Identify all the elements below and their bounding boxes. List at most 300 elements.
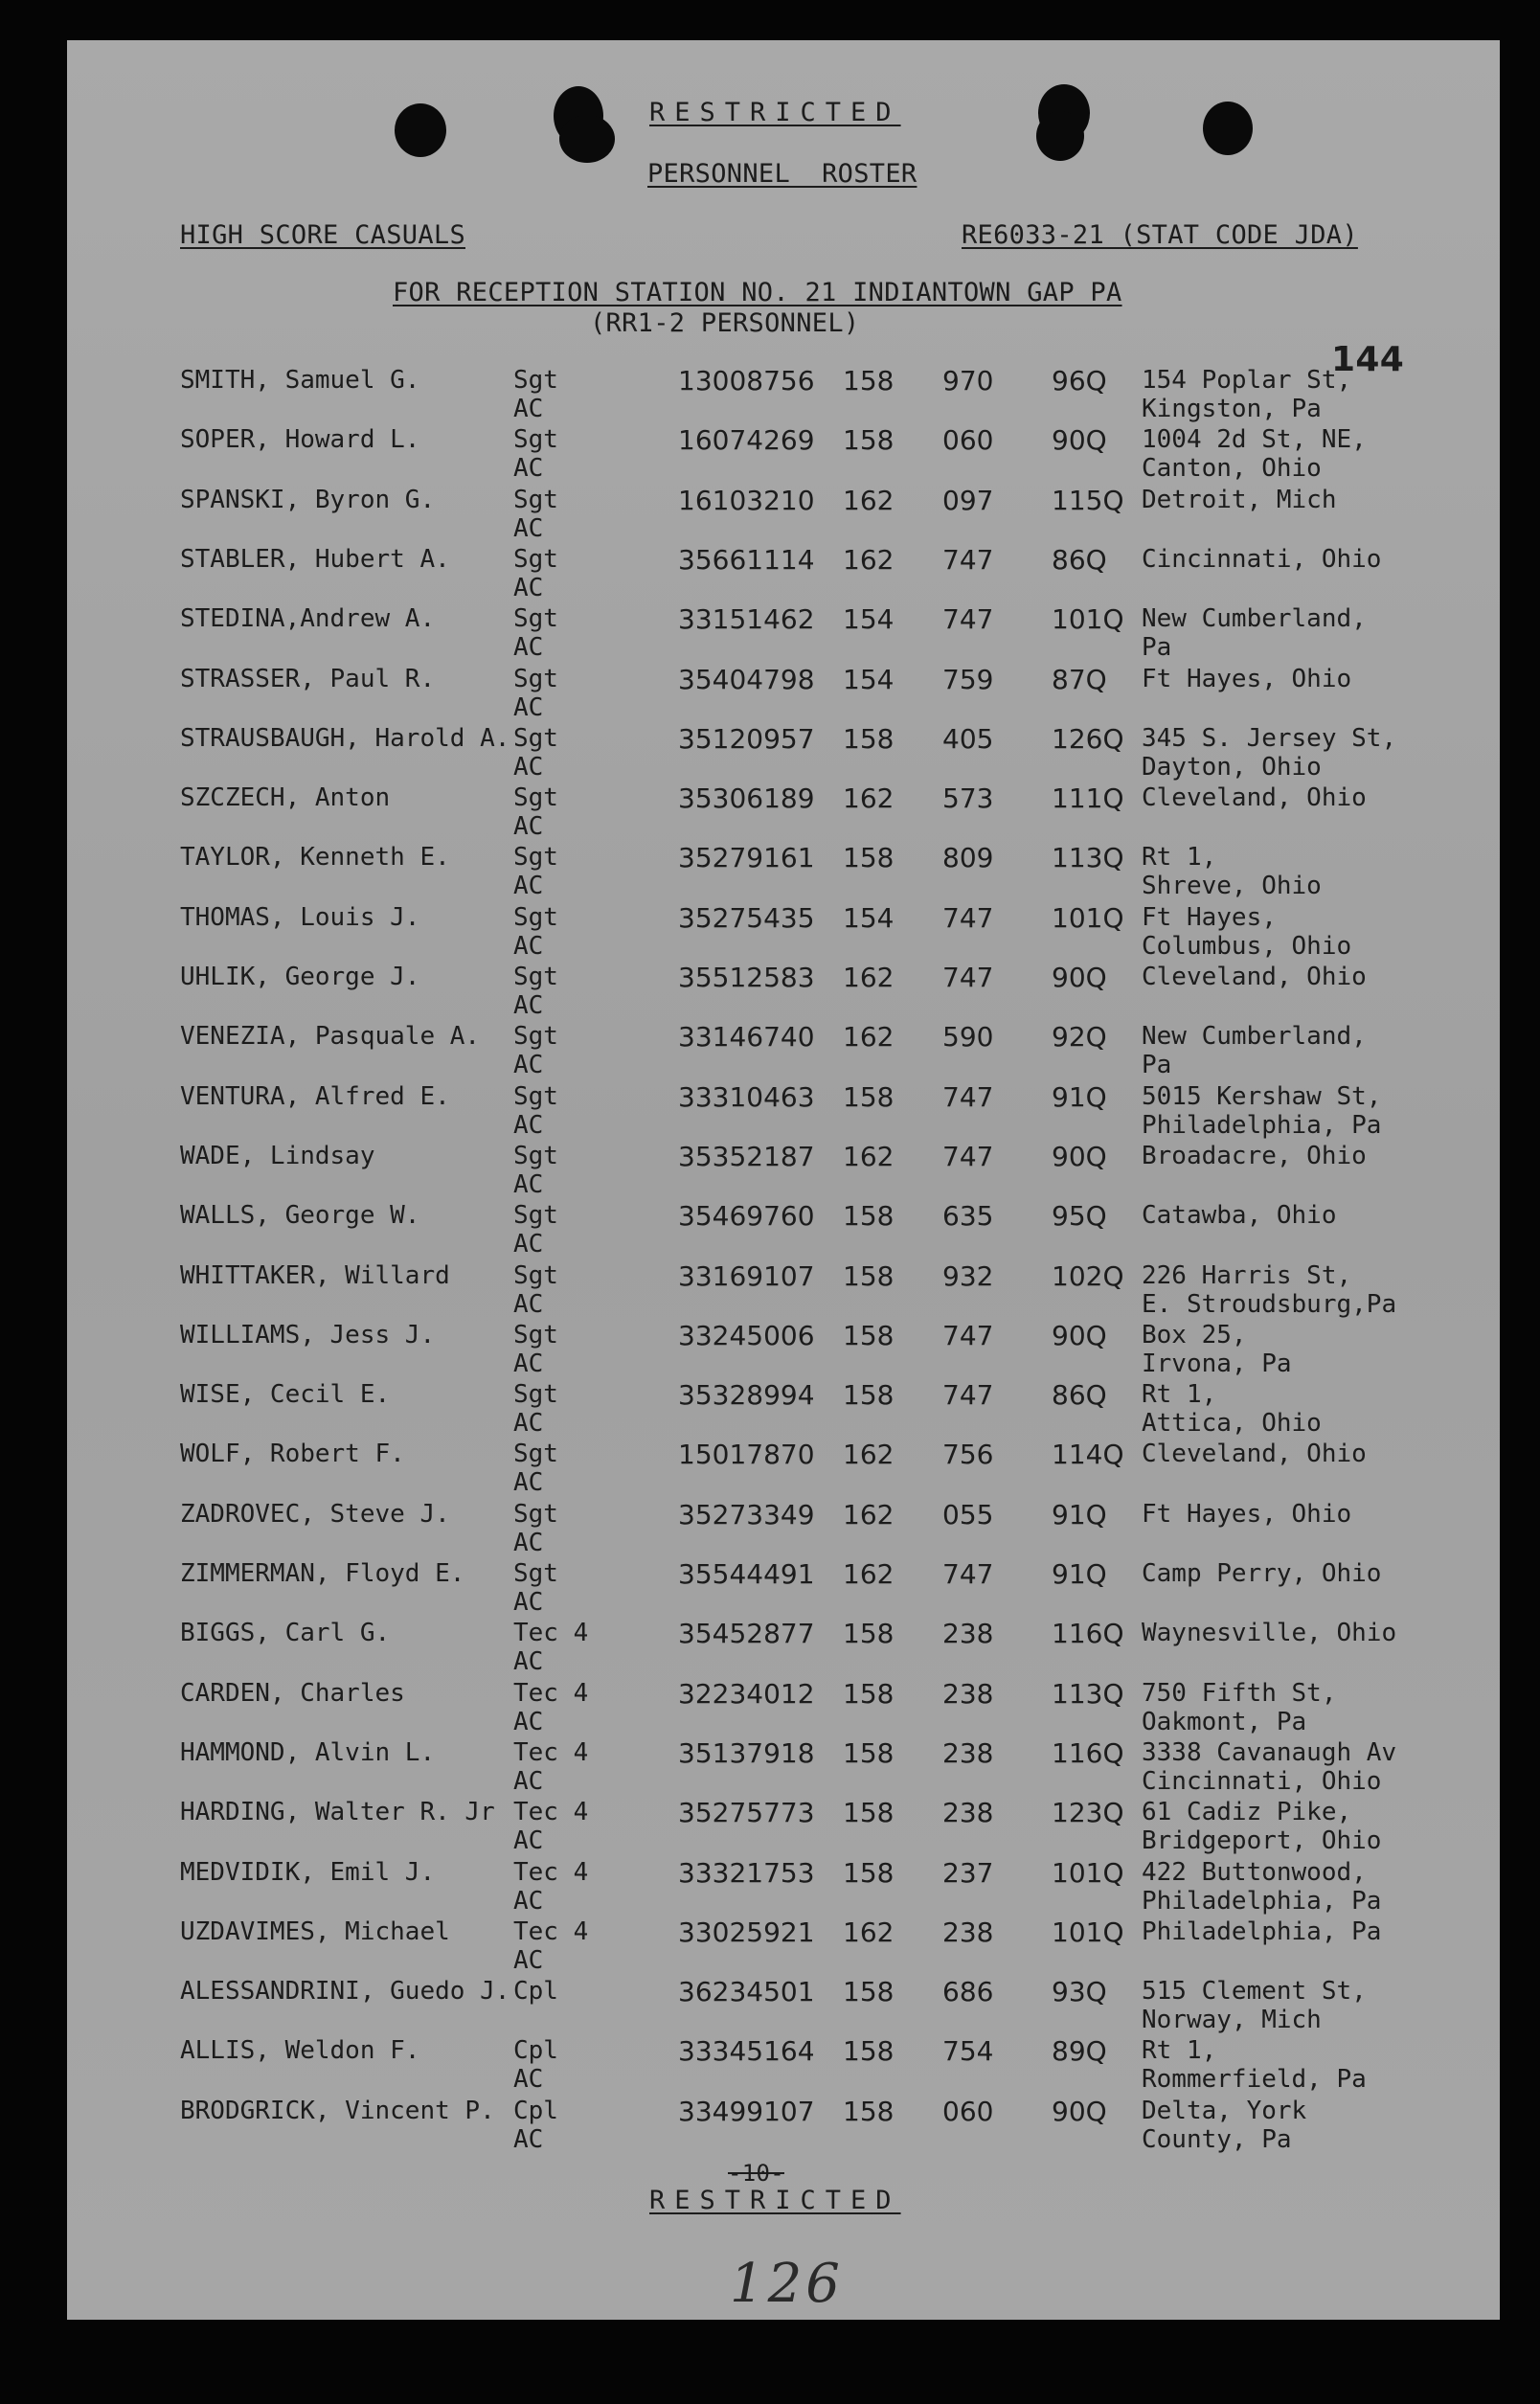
- code-1: 158: [843, 1618, 895, 1650]
- code-1: 162: [843, 1916, 895, 1948]
- branch: AC: [513, 872, 544, 901]
- serial-number: 35452877: [678, 1618, 815, 1650]
- code-1: 158: [843, 2095, 895, 2127]
- address-line-2: Irvona, Pa: [1142, 1349, 1292, 1378]
- code-2: 055: [942, 1498, 994, 1531]
- serial-number: 35469760: [678, 1200, 815, 1233]
- code-2: 747: [942, 1080, 994, 1113]
- address-line-1: Broadacre, Ohio: [1142, 1141, 1367, 1170]
- branch: AC: [513, 752, 544, 782]
- address-line-1: Catawba, Ohio: [1142, 1201, 1337, 1231]
- punch-hole: [395, 103, 446, 157]
- punch-hole: [559, 115, 615, 163]
- roster-row: [67, 1201, 1500, 1260]
- address-line-1: Cleveland, Ohio: [1142, 963, 1367, 991]
- code-3: 123Q: [1052, 1797, 1124, 1829]
- branch: AC: [513, 513, 544, 543]
- code-2: 060: [942, 424, 994, 457]
- address-line-1: Box 25,: [1142, 1320, 1247, 1349]
- classification-footer: RESTRICTED: [649, 2186, 901, 2215]
- code-1: 158: [843, 1379, 895, 1412]
- roster-row: [67, 1559, 1500, 1619]
- code-1: 158: [843, 424, 895, 457]
- code-3: 113Q: [1052, 1677, 1124, 1710]
- grade: Sgt: [513, 604, 558, 634]
- grade: Sgt: [513, 1380, 558, 1410]
- address-line-1: Rt 1,: [1142, 1380, 1217, 1410]
- roster-row: [67, 1500, 1500, 1559]
- address-line-1: Waynesville, Ohio: [1142, 1619, 1397, 1648]
- roster-row: [67, 2036, 1500, 2096]
- person-name: SZCZECH, Anton: [180, 783, 391, 813]
- document-page: [67, 40, 1500, 2320]
- roster-row: [67, 1917, 1500, 1977]
- branch: AC: [513, 1409, 544, 1439]
- code-2: 754: [942, 2035, 994, 2068]
- grade: Cpl: [513, 1977, 558, 2007]
- address-line-2: Columbus, Ohio: [1142, 931, 1352, 961]
- code-1: 154: [843, 603, 895, 636]
- code-1: 162: [843, 1439, 895, 1471]
- grade: Sgt: [513, 1260, 558, 1290]
- serial-number: 35512583: [678, 962, 815, 993]
- roster-row: [67, 486, 1500, 545]
- address-line-2: Rommerfield, Pa: [1142, 2065, 1367, 2095]
- grade: Cpl: [513, 2036, 558, 2066]
- code-2: 747: [942, 901, 994, 934]
- grade: Sgt: [513, 1141, 558, 1170]
- serial-number: 36234501: [678, 1976, 815, 2008]
- code-2: 590: [942, 1021, 994, 1054]
- address-line-1: 345 S. Jersey St,: [1142, 723, 1397, 753]
- code-3: 101Q: [1052, 901, 1124, 934]
- serial-number: 33345164: [678, 2035, 815, 2068]
- code-3: 90Q: [1052, 1140, 1107, 1172]
- serial-number: 33025921: [678, 1916, 815, 1948]
- serial-number: 33310463: [678, 1080, 815, 1113]
- page-number: -10-: [728, 2160, 784, 2187]
- branch: AC: [513, 1051, 544, 1080]
- person-name: WHITTAKER, Willard: [180, 1260, 450, 1290]
- code-2: 238: [942, 1797, 994, 1829]
- address-line-1: Ft Hayes,: [1142, 902, 1277, 932]
- branch: AC: [513, 2065, 544, 2095]
- branch: AC: [513, 395, 544, 423]
- serial-number: 35279161: [678, 842, 815, 874]
- person-name: HAMMOND, Alvin L.: [180, 1737, 436, 1767]
- serial-number: 13008756: [678, 365, 815, 397]
- address-line-2: Cincinnati, Ohio: [1142, 1766, 1382, 1796]
- station-line: FOR RECEPTION STATION NO. 21 INDIANTOWN GAP PA: [393, 278, 1122, 307]
- code-2: 405: [942, 722, 994, 755]
- code-3: 126Q: [1052, 722, 1124, 755]
- roster-row: [67, 1619, 1500, 1678]
- address-line-2: County, Pa: [1142, 2124, 1292, 2154]
- roster-row: [67, 2097, 1500, 2156]
- code-3: 101Q: [1052, 603, 1124, 636]
- person-name: STABLER, Hubert A.: [180, 544, 450, 574]
- branch: AC: [513, 1289, 544, 1319]
- grade: Tec 4: [513, 1857, 589, 1887]
- code-1: 158: [843, 722, 895, 755]
- address-line-2: Norway, Mich: [1142, 2006, 1322, 2035]
- code-1: 162: [843, 1498, 895, 1531]
- serial-number: 35661114: [678, 543, 815, 576]
- serial-number: 33499107: [678, 2095, 815, 2127]
- serial-number: 35352187: [678, 1140, 815, 1172]
- serial-number: 33169107: [678, 1259, 815, 1292]
- grade: Tec 4: [513, 1798, 589, 1827]
- grade: Sgt: [513, 783, 558, 813]
- branch: AC: [513, 1766, 544, 1796]
- address-line-2: Pa: [1142, 1051, 1172, 1080]
- person-name: BRODGRICK, Vincent P.: [180, 2096, 495, 2125]
- person-name: WALLS, George W.: [180, 1201, 420, 1231]
- address-line-2: Dayton, Ohio: [1142, 752, 1322, 782]
- branch: AC: [513, 1110, 544, 1140]
- punch-hole: [1203, 102, 1253, 155]
- grade: Sgt: [513, 485, 558, 514]
- serial-number: 16103210: [678, 484, 815, 516]
- code-3: 92Q: [1052, 1021, 1107, 1054]
- roster-row: [67, 724, 1500, 783]
- address-line-1: Cincinnati, Ohio: [1142, 544, 1382, 574]
- code-1: 158: [843, 1200, 895, 1233]
- person-name: VENTURA, Alfred E.: [180, 1081, 450, 1111]
- code-1: 162: [843, 962, 895, 993]
- branch: AC: [513, 931, 544, 961]
- person-name: UHLIK, George J.: [180, 963, 420, 991]
- address-line-1: 226 Harris St,: [1142, 1260, 1352, 1290]
- grade: Tec 4: [513, 1619, 589, 1648]
- serial-number: 33245006: [678, 1319, 815, 1351]
- code-3: 114Q: [1052, 1439, 1124, 1471]
- address-line-2: Philadelphia, Pa: [1142, 1110, 1382, 1140]
- code-3: 101Q: [1052, 1916, 1124, 1948]
- code-2: 238: [942, 1916, 994, 1948]
- person-name: BIGGS, Carl G.: [180, 1619, 391, 1648]
- classification-header: RESTRICTED: [649, 98, 901, 127]
- address-line-1: 750 Fifth St,: [1142, 1678, 1337, 1708]
- roster-row: [67, 1440, 1500, 1499]
- address-line-2: E. Stroudsburg,Pa: [1142, 1289, 1397, 1319]
- address-line-1: Ft Hayes, Ohio: [1142, 664, 1352, 693]
- branch: AC: [513, 1230, 544, 1259]
- code-1: 162: [843, 1140, 895, 1172]
- code-3: 86Q: [1052, 1379, 1107, 1412]
- code-1: 158: [843, 1080, 895, 1113]
- grade: Sgt: [513, 366, 558, 395]
- roster-row: [67, 843, 1500, 902]
- roster-row: [67, 1022, 1500, 1081]
- branch: AC: [513, 1707, 544, 1736]
- grade: Sgt: [513, 843, 558, 873]
- code-3: 96Q: [1052, 365, 1107, 397]
- person-name: TAYLOR, Kenneth E.: [180, 843, 450, 873]
- code-2: 747: [942, 962, 994, 993]
- roster-right-label: RE6033-21 (STAT CODE JDA): [962, 220, 1358, 250]
- code-2: 238: [942, 1618, 994, 1650]
- code-1: 158: [843, 1319, 895, 1351]
- roster-row: [67, 604, 1500, 664]
- address-line-1: Cleveland, Ohio: [1142, 783, 1367, 813]
- address-line-1: Delta, York: [1142, 2096, 1307, 2125]
- roster-row: [67, 1321, 1500, 1380]
- person-name: ALESSANDRINI, Guedo J.: [180, 1977, 510, 2007]
- code-2: 238: [942, 1736, 994, 1769]
- address-line-1: 1004 2d St, NE,: [1142, 425, 1367, 455]
- address-line-1: Rt 1,: [1142, 843, 1217, 873]
- roster-row: [67, 1142, 1500, 1201]
- address-line-1: 422 Buttonwood,: [1142, 1857, 1367, 1887]
- code-1: 158: [843, 842, 895, 874]
- branch: AC: [513, 633, 544, 663]
- code-3: 93Q: [1052, 1976, 1107, 2008]
- code-3: 90Q: [1052, 1319, 1107, 1351]
- roster-left-label: HIGH SCORE CASUALS: [180, 220, 465, 250]
- serial-number: 33146740: [678, 1021, 815, 1054]
- punch-hole: [1036, 111, 1084, 161]
- code-1: 162: [843, 1021, 895, 1054]
- serial-number: 35328994: [678, 1379, 815, 1412]
- code-1: 158: [843, 1976, 895, 2008]
- roster-row: [67, 903, 1500, 963]
- branch: AC: [513, 1169, 544, 1199]
- code-2: 573: [942, 782, 994, 815]
- code-3: 95Q: [1052, 1200, 1107, 1233]
- branch: AC: [513, 692, 544, 722]
- serial-number: 35306189: [678, 782, 815, 815]
- person-name: MEDVIDIK, Emil J.: [180, 1857, 436, 1887]
- person-name: ALLIS, Weldon F.: [180, 2036, 420, 2066]
- code-2: 747: [942, 1558, 994, 1590]
- branch: AC: [513, 1647, 544, 1677]
- grade: Sgt: [513, 425, 558, 455]
- code-2: 097: [942, 484, 994, 516]
- serial-number: 32234012: [678, 1677, 815, 1710]
- code-3: 111Q: [1052, 782, 1124, 815]
- roster-row: [67, 1380, 1500, 1440]
- serial-number: 35275773: [678, 1797, 815, 1829]
- code-1: 158: [843, 1736, 895, 1769]
- code-2: 237: [942, 1856, 994, 1889]
- code-3: 87Q: [1052, 663, 1107, 695]
- serial-number: 33151462: [678, 603, 815, 636]
- person-name: SMITH, Samuel G.: [180, 366, 420, 395]
- handwritten-number: 126: [730, 2253, 844, 2315]
- address-line-1: Camp Perry, Ohio: [1142, 1559, 1382, 1588]
- serial-number: 35404798: [678, 663, 815, 695]
- branch: AC: [513, 812, 544, 842]
- code-2: 747: [942, 543, 994, 576]
- roster-row: [67, 1082, 1500, 1142]
- code-3: 90Q: [1052, 962, 1107, 993]
- grade: Sgt: [513, 1081, 558, 1111]
- person-name: STRAUSBAUGH, Harold A.: [180, 723, 510, 753]
- person-name: VENEZIA, Pasquale A.: [180, 1022, 481, 1052]
- roster-row: [67, 1858, 1500, 1917]
- code-2: 747: [942, 1319, 994, 1351]
- address-line-1: Philadelphia, Pa: [1142, 1916, 1382, 1946]
- group-label: (RR1-2 PERSONNEL): [590, 308, 860, 338]
- code-2: 759: [942, 663, 994, 695]
- branch: AC: [513, 2124, 544, 2154]
- roster-row: [67, 1679, 1500, 1738]
- code-1: 158: [843, 365, 895, 397]
- address-line-1: Rt 1,: [1142, 2036, 1217, 2066]
- address-line-1: 61 Cadiz Pike,: [1142, 1798, 1352, 1827]
- code-3: 90Q: [1052, 424, 1107, 457]
- serial-number: 16074269: [678, 424, 815, 457]
- address-line-2: Pa: [1142, 633, 1172, 663]
- grade: Sgt: [513, 902, 558, 932]
- address-line-1: 3338 Cavanaugh Av: [1142, 1737, 1397, 1767]
- roster-row: [67, 783, 1500, 843]
- branch: AC: [513, 454, 544, 484]
- code-2: 756: [942, 1439, 994, 1471]
- code-1: 162: [843, 782, 895, 815]
- grade: Sgt: [513, 1320, 558, 1349]
- branch: AC: [513, 1826, 544, 1856]
- grade: Tec 4: [513, 1737, 589, 1767]
- roster-row: [67, 1738, 1500, 1798]
- code-2: 932: [942, 1259, 994, 1292]
- roster-row: [67, 665, 1500, 724]
- code-1: 158: [843, 1797, 895, 1829]
- person-name: WILLIAMS, Jess J.: [180, 1320, 436, 1349]
- code-3: 101Q: [1052, 1856, 1124, 1889]
- person-name: UZDAVIMES, Michael: [180, 1916, 450, 1946]
- grade: Sgt: [513, 723, 558, 753]
- address-line-1: Ft Hayes, Ohio: [1142, 1499, 1352, 1529]
- code-1: 162: [843, 543, 895, 576]
- address-line-1: Cleveland, Ohio: [1142, 1440, 1367, 1469]
- code-2: 747: [942, 1379, 994, 1412]
- address-line-2: Shreve, Ohio: [1142, 872, 1322, 901]
- code-3: 91Q: [1052, 1558, 1107, 1590]
- address-line-1: 154 Poplar St,: [1142, 366, 1352, 395]
- code-2: 635: [942, 1200, 994, 1233]
- serial-number: 35544491: [678, 1558, 815, 1590]
- serial-number: 15017870: [678, 1439, 815, 1471]
- serial-number: 35273349: [678, 1498, 815, 1531]
- grade: Sgt: [513, 1022, 558, 1052]
- grade: Sgt: [513, 1499, 558, 1529]
- branch: AC: [513, 1945, 544, 1975]
- grade: Sgt: [513, 664, 558, 693]
- serial-number: 35275435: [678, 901, 815, 934]
- address-line-2: Bridgeport, Ohio: [1142, 1826, 1382, 1856]
- person-name: WISE, Cecil E.: [180, 1380, 391, 1410]
- code-3: 91Q: [1052, 1498, 1107, 1531]
- roster-row: [67, 1977, 1500, 2036]
- grade: Sgt: [513, 1201, 558, 1231]
- serial-number: 33321753: [678, 1856, 815, 1889]
- code-2: 809: [942, 842, 994, 874]
- person-name: STRASSER, Paul R.: [180, 664, 436, 693]
- address-line-2: Attica, Ohio: [1142, 1409, 1322, 1439]
- person-name: WADE, Lindsay: [180, 1141, 375, 1170]
- person-name: ZIMMERMAN, Floyd E.: [180, 1559, 465, 1588]
- roster-row: [67, 366, 1500, 425]
- code-1: 154: [843, 901, 895, 934]
- address-line-1: 515 Clement St,: [1142, 1977, 1367, 2007]
- grade: Cpl: [513, 2096, 558, 2125]
- branch: AC: [513, 1468, 544, 1498]
- code-1: 158: [843, 2035, 895, 2068]
- person-name: SOPER, Howard L.: [180, 425, 420, 455]
- code-2: 238: [942, 1677, 994, 1710]
- address-line-2: Philadelphia, Pa: [1142, 1886, 1382, 1916]
- grade: Tec 4: [513, 1678, 589, 1708]
- grade: Sgt: [513, 963, 558, 991]
- branch: AC: [513, 1588, 544, 1617]
- stamp-number: 144: [1331, 340, 1405, 379]
- roster-row: [67, 545, 1500, 604]
- roster-row: [67, 1261, 1500, 1321]
- serial-number: 35120957: [678, 722, 815, 755]
- address-line-1: New Cumberland,: [1142, 1022, 1367, 1052]
- code-2: 060: [942, 2095, 994, 2127]
- code-3: 91Q: [1052, 1080, 1107, 1113]
- branch: AC: [513, 991, 544, 1020]
- person-name: THOMAS, Louis J.: [180, 902, 420, 932]
- code-1: 154: [843, 663, 895, 695]
- person-name: STEDINA,Andrew A.: [180, 604, 436, 634]
- code-3: 102Q: [1052, 1259, 1124, 1292]
- serial-number: 35137918: [678, 1736, 815, 1769]
- person-name: HARDING, Walter R. Jr: [180, 1798, 495, 1827]
- address-line-1: Detroit, Mich: [1142, 485, 1337, 514]
- code-1: 158: [843, 1259, 895, 1292]
- person-name: SPANSKI, Byron G.: [180, 485, 436, 514]
- code-3: 89Q: [1052, 2035, 1107, 2068]
- code-2: 686: [942, 1976, 994, 2008]
- code-1: 158: [843, 1856, 895, 1889]
- branch: AC: [513, 1349, 544, 1378]
- code-3: 116Q: [1052, 1618, 1124, 1650]
- address-line-2: Kingston, Pa: [1142, 395, 1322, 423]
- code-3: 90Q: [1052, 2095, 1107, 2127]
- code-1: 158: [843, 1677, 895, 1710]
- code-3: 113Q: [1052, 842, 1124, 874]
- address-line-1: 5015 Kershaw St,: [1142, 1081, 1382, 1111]
- roster-row: [67, 963, 1500, 1022]
- roster-title: PERSONNEL ROSTER: [647, 159, 917, 189]
- code-3: 115Q: [1052, 484, 1124, 516]
- code-2: 747: [942, 1140, 994, 1172]
- person-name: WOLF, Robert F.: [180, 1440, 405, 1469]
- code-3: 116Q: [1052, 1736, 1124, 1769]
- person-name: ZADROVEC, Steve J.: [180, 1499, 450, 1529]
- grade: Sgt: [513, 544, 558, 574]
- branch: AC: [513, 1886, 544, 1916]
- code-1: 162: [843, 484, 895, 516]
- code-3: 86Q: [1052, 543, 1107, 576]
- grade: Tec 4: [513, 1916, 589, 1946]
- grade: Sgt: [513, 1559, 558, 1588]
- person-name: CARDEN, Charles: [180, 1678, 405, 1708]
- address-line-1: New Cumberland,: [1142, 604, 1367, 634]
- roster-row: [67, 425, 1500, 485]
- address-line-2: Oakmont, Pa: [1142, 1707, 1307, 1736]
- grade: Sgt: [513, 1440, 558, 1469]
- roster-row: [67, 1798, 1500, 1857]
- code-2: 747: [942, 603, 994, 636]
- code-1: 162: [843, 1558, 895, 1590]
- code-2: 970: [942, 365, 994, 397]
- branch: AC: [513, 573, 544, 602]
